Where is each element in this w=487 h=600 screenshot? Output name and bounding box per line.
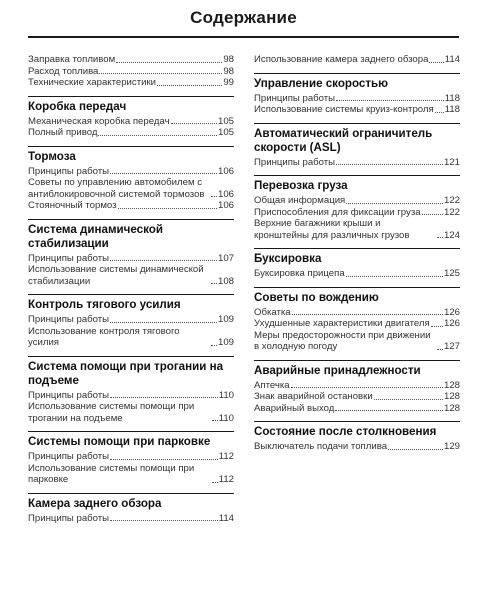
page-number: 106 [217,165,234,177]
entry-title: Буксировка прицепа [254,268,345,279]
toc-entry[interactable] [28,177,234,200]
toc-entry[interactable] [254,218,460,241]
page-number: 122 [443,195,460,206]
section-heading: Тормоза [28,146,234,164]
section-heading: Управление скоростью [254,73,460,91]
dot-leader [211,283,217,284]
dot-leader [437,349,443,350]
dot-leader [110,520,218,521]
toc-section [28,54,234,89]
section-heading: Перевозка груза [254,175,460,193]
toc-entry[interactable] [254,391,460,403]
page-number: 129 [443,441,460,452]
section-heading: Система помощи при трогании на подъеме [28,356,234,388]
dot-leader [211,345,217,346]
toc-entry[interactable] [28,513,234,525]
toc-entry[interactable] [28,166,234,178]
dot-leader [336,164,443,165]
section-heading: Контроль тягового усилия [28,294,234,312]
entry-title: Заправка топливом [28,54,116,65]
entry-title: Советы по управлению автомобилем с антиблокировочной системой тормозов [28,177,205,200]
section-heading: Автоматический ограничитель скорости (ASL) [254,123,460,155]
title-divider [28,36,459,38]
page-number: 128 [443,391,460,402]
entry-title: Использование системы круиз-контроля [254,104,434,115]
page-number: 112 [218,474,234,485]
page-number: 107 [217,252,234,264]
section-heading: Система динамической стабилизации [28,219,234,251]
dot-leader [374,399,443,400]
dot-leader [98,135,217,136]
dot-leader [212,482,218,483]
dot-leader [336,100,444,101]
toc-section [254,287,460,353]
toc-entry[interactable] [28,54,234,66]
toc-section [254,175,460,241]
page-number: 108 [217,275,234,287]
toc-section [28,493,234,525]
dot-leader [118,208,217,209]
toc-entry[interactable] [254,195,460,207]
toc-right-column [254,54,460,460]
toc-section [28,146,234,212]
dot-leader [116,62,222,63]
toc-entry[interactable] [28,314,234,326]
entry-title: Использование камера заднего обзора [254,54,429,65]
entry-title: Верхние багажники крыши и кронштейны для различных грузов [254,218,410,241]
toc-entry[interactable] [28,326,234,349]
toc-entry[interactable] [28,264,234,287]
entry-title: Использование системы помощи при парковке [28,462,195,485]
toc-section [28,294,234,349]
page-number: 98 [223,54,234,65]
toc-entry[interactable] [254,157,460,169]
toc-entry[interactable] [28,390,234,402]
toc-section [254,360,460,415]
toc-section [28,431,234,486]
toc-left-column [28,54,234,531]
page-number: 121 [443,156,460,168]
section-heading: Аварийные принадлежности [254,360,460,378]
toc-entry[interactable] [254,318,460,330]
entry-title: Стояночный тормоз [28,200,117,211]
entry-title: Механическая коробка передач [28,115,170,127]
page-number: 125 [443,268,460,279]
toc-entry[interactable] [28,253,234,265]
dot-leader [212,420,218,421]
page-number: 118 [444,92,460,104]
toc-section [254,248,460,280]
page-number: 114 [444,54,460,65]
page-number: 118 [444,104,460,115]
entry-title: Расход топлива [28,65,99,77]
section-heading: Коробка передач [28,96,234,114]
toc-entry[interactable] [28,116,234,128]
page-number: 98 [223,65,234,77]
entry-title: Аптечка [254,379,290,391]
dot-leader [388,449,443,450]
dot-leader [346,276,443,277]
entry-title: Ухудшенные характеристики двигателя [254,318,430,329]
toc-section [254,421,460,453]
page-number: 127 [443,341,460,352]
page-number: 112 [218,451,234,462]
entry-title: Использование системы помощи при трогании на подъеме [28,401,195,424]
dot-leader [110,397,218,398]
page-number: 128 [443,402,460,414]
entry-title: Принципы работы [254,92,336,104]
toc-section [254,123,460,169]
entry-title: Технические характеристики [28,77,157,88]
toc-entry[interactable] [254,403,460,415]
page-number: 124 [443,229,460,241]
dot-leader [110,173,217,174]
entry-title: Принципы работы [28,512,110,524]
dot-leader [211,196,217,197]
dot-leader [157,85,222,86]
dot-leader [335,410,443,411]
entry-title: Принципы работы [28,451,110,462]
toc-entry[interactable] [28,66,234,78]
section-heading: Состояние после столкновения [254,421,460,439]
toc-entry[interactable] [254,268,460,280]
toc-entry[interactable] [254,93,460,105]
toc-entry[interactable] [28,200,234,212]
entry-title: Полный привод [28,127,98,138]
toc-entry[interactable] [28,463,234,486]
dot-leader [110,459,218,460]
dot-leader [422,214,443,215]
page-number: 122 [443,206,460,218]
dot-leader [110,322,217,323]
entry-title: Общая информация [254,195,346,206]
entry-title: Меры предосторожности при движении в холодную погоду [254,329,431,352]
entry-title: Знак аварийной остановки [254,391,373,402]
dot-leader [171,123,217,124]
entry-title: Выключатель подачи топлива [254,441,388,452]
page-number: 99 [223,77,234,88]
dot-leader [292,314,443,315]
dot-leader [346,203,443,204]
entry-title: Использование системы динамической стабилизации [28,264,204,287]
dot-leader [431,326,443,327]
page-number: 110 [218,389,234,401]
dot-leader [110,260,217,261]
section-heading: Буксировка [254,248,460,266]
toc-entry[interactable] [254,54,460,66]
page-number: 109 [217,314,234,325]
section-heading: Советы по вождению [254,287,460,305]
page-number: 106 [217,200,234,211]
toc-entry[interactable] [28,77,234,89]
entry-title: Принципы работы [28,314,110,325]
dot-leader [429,62,443,63]
page-number: 128 [443,379,460,391]
entry-title: Принципы работы [28,165,110,177]
toc-entry[interactable] [28,451,234,463]
page-number: 109 [217,337,234,348]
page-number: 110 [218,412,234,424]
page-number: 106 [217,188,234,200]
toc-entry[interactable] [254,207,460,219]
toc-entry[interactable] [254,441,460,453]
toc-section [28,356,234,425]
dot-leader [437,237,443,238]
entry-title: Приспособления для фиксации груза [254,206,421,218]
section-heading: Системы помощи при парковке [28,431,234,449]
toc-section [28,96,234,139]
entry-title: Использование контроля тягового усилия [28,325,180,348]
entry-title: Принципы работы [28,252,110,264]
entry-title: Принципы работы [254,156,336,168]
page-number: 114 [218,512,234,524]
entry-title: Аварийный выход [254,402,335,414]
toc-entry[interactable] [254,307,460,319]
entry-title: Обкатка [254,306,291,318]
toc-entry[interactable] [28,401,234,424]
page-number: 126 [443,306,460,318]
toc-section [254,73,460,116]
section-heading: Камера заднего обзора [28,493,234,511]
toc-section [254,54,460,66]
toc-entry[interactable] [254,380,460,392]
page-number: 105 [217,127,234,138]
dot-leader [99,73,222,74]
dot-leader [291,387,443,388]
toc-entry[interactable] [254,104,460,116]
page-number: 126 [443,318,460,329]
toc-entry[interactable] [254,330,460,353]
entry-title: Принципы работы [28,389,110,401]
toc-entry[interactable] [28,127,234,139]
page-title: Содержание [190,8,297,27]
page-number: 105 [217,115,234,127]
dot-leader [435,112,444,113]
toc-section [28,219,234,288]
